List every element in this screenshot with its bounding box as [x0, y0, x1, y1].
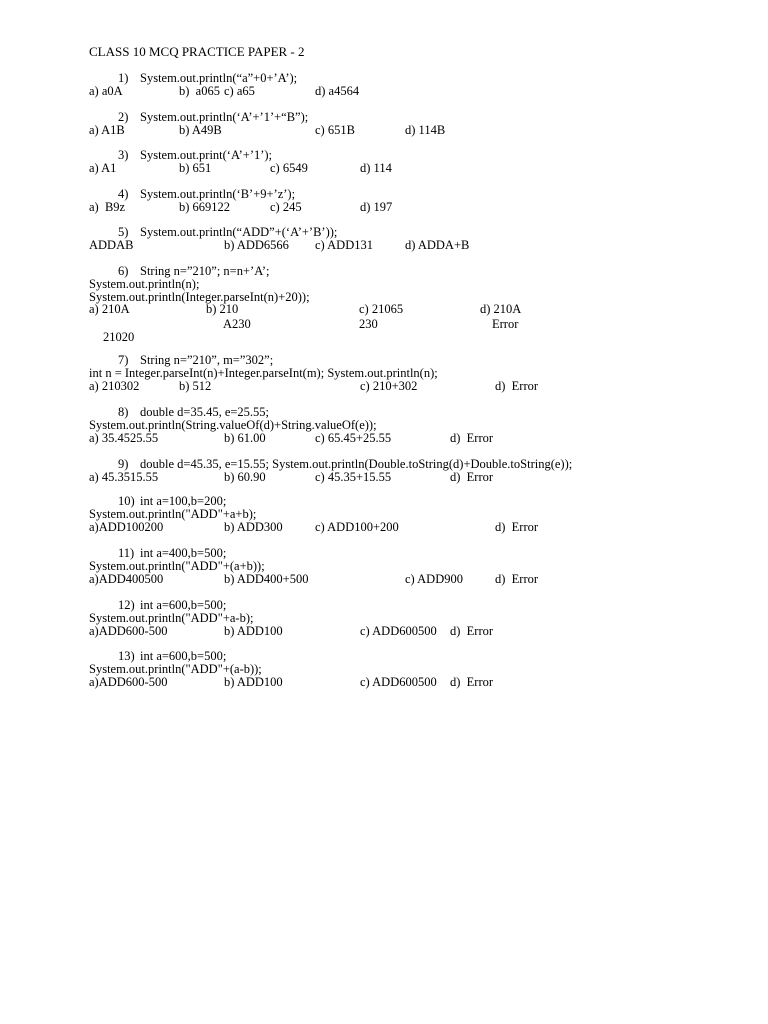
answer-option: d) 114B — [405, 122, 446, 137]
question-code-line: System.out.println("ADD"+a+b); — [89, 506, 257, 521]
answer-option: a) A1B — [89, 122, 125, 137]
question-number: 8) — [118, 405, 129, 419]
answer-option: d) Error — [450, 469, 494, 484]
answer-option: a) 210302 — [89, 378, 140, 393]
answer-option: d) ADDA+B — [405, 237, 470, 252]
answer-option: c) 45.35+15.55 — [315, 469, 392, 484]
question-code-line: int a=400,b=500; — [140, 546, 227, 560]
question-number: 9) — [118, 457, 129, 471]
question-number: 2) — [118, 110, 129, 124]
answer-option: d) Error — [495, 519, 539, 534]
answer-option: b) ADD100 — [224, 674, 283, 689]
question-code-line: int a=600,b=500; — [140, 598, 227, 612]
question-code-line: System.out.println(‘A’+’1’+“B”); — [140, 110, 309, 124]
question-code-line: System.out.println(“a”+0+’A’); — [140, 71, 298, 85]
answer-option-continuation: Error — [492, 317, 519, 332]
question-code-line: int a=600,b=500; — [140, 649, 227, 663]
answer-option: c) 245 — [270, 199, 302, 214]
answer-option: a)ADD600-500 — [89, 623, 168, 638]
question-code-line: System.out.println(Integer.parseInt(n)+20)); — [89, 289, 310, 304]
answer-option: a)ADD600-500 — [89, 674, 168, 689]
answer-option: c) ADD100+200 — [315, 519, 399, 534]
question-code-line: double d=45.35, e=15.55; System.out.println(Double.toString(d)+Double.toString(e)); — [140, 457, 573, 471]
answer-option: b) 210 — [206, 302, 239, 317]
page-title: CLASS 10 MCQ PRACTICE PAPER - 2 — [89, 44, 305, 59]
answer-option: b) 60.90 — [224, 469, 266, 484]
answer-option: c) 651B — [315, 122, 355, 137]
question-code-line: System.out.println("ADD"+(a+b)); — [89, 558, 265, 573]
question-number: 3) — [118, 148, 129, 162]
question-code-line: System.out.println(n); — [89, 276, 200, 291]
question-number: 11) — [118, 546, 135, 560]
answer-option: a) a0A — [89, 83, 123, 98]
question-code-line: String n=”210”, m=”302”; — [140, 353, 274, 367]
question-number: 7) — [118, 353, 129, 367]
answer-option: c) ADD900 — [405, 571, 463, 586]
answer-option: b) 669122 — [179, 199, 231, 214]
answer-option: a) 45.3515.55 — [89, 469, 159, 484]
answer-option: d) 197 — [360, 199, 393, 214]
answer-option: c) a65 — [224, 83, 255, 98]
answer-option: b) ADD400+500 — [224, 571, 309, 586]
answer-option: d) Error — [495, 378, 539, 393]
question-code-line: System.out.println(“ADD”+(‘A’+’B’)); — [140, 225, 338, 239]
question-code-line: int a=100,b=200; — [140, 494, 227, 508]
answer-option: c) ADD131 — [315, 237, 373, 252]
question-code-line: System.out.println(‘B’+9+’z’); — [140, 187, 296, 201]
answer-option: d) Error — [450, 623, 494, 638]
question-number: 6) — [118, 264, 129, 278]
answer-option: a) B9z — [89, 199, 126, 214]
answer-option: d) Error — [495, 571, 539, 586]
question-number: 5) — [118, 225, 129, 239]
answer-option: b) A49B — [179, 122, 222, 137]
answer-option-continuation: A230 — [223, 317, 251, 332]
question-number: 10) — [118, 494, 135, 508]
question-code-line: System.out.println("ADD"+(a-b)); — [89, 661, 262, 676]
question-code-line: System.out.println(String.valueOf(d)+String.valueOf(e)); — [89, 417, 377, 432]
question-code-line: int n = Integer.parseInt(n)+Integer.parseInt(m); System.out.println(n); — [89, 365, 438, 380]
answer-option: ADDAB — [89, 237, 134, 252]
answer-option: c) 210+302 — [360, 378, 418, 393]
answer-option: c) 65.45+25.55 — [315, 430, 392, 445]
answer-option: a) 210A — [89, 302, 130, 317]
answer-option: d) 114 — [360, 160, 392, 175]
question-code-line: System.out.print(‘A’+’1’); — [140, 148, 273, 162]
answer-option: b) a065 — [179, 83, 220, 98]
answer-option: d) 210A — [480, 302, 522, 317]
answer-option: d) a4564 — [315, 83, 360, 98]
question-code-line: String n=”210”; n=n+’A’; — [140, 264, 270, 278]
question-number: 12) — [118, 598, 135, 612]
answer-option: a)ADD400500 — [89, 571, 164, 586]
answer-option: b) 512 — [179, 378, 212, 393]
answer-option: c) ADD600500 — [360, 674, 437, 689]
answer-option: d) Error — [450, 430, 494, 445]
question-number: 4) — [118, 187, 129, 201]
answer-option: c) 6549 — [270, 160, 308, 175]
answer-option: b) ADD100 — [224, 623, 283, 638]
question-number: 1) — [118, 71, 129, 85]
answer-option: b) 651 — [179, 160, 212, 175]
answer-option: a) 35.4525.55 — [89, 430, 159, 445]
answer-option: c) ADD600500 — [360, 623, 437, 638]
answer-option: b) 61.00 — [224, 430, 266, 445]
question-code-line: double d=35.45, e=25.55; — [140, 405, 270, 419]
question-code-line: System.out.println("ADD"+a-b); — [89, 610, 254, 625]
answer-option: a) A1 — [89, 160, 117, 175]
answer-option: c) 21065 — [359, 302, 404, 317]
answer-option: a)ADD100200 — [89, 519, 164, 534]
answer-option: d) Error — [450, 674, 494, 689]
answer-option-continuation: 21020 — [103, 330, 135, 345]
question-number: 13) — [118, 649, 135, 663]
answer-option: b) ADD6566 — [224, 237, 289, 252]
answer-option: b) ADD300 — [224, 519, 283, 534]
answer-option-continuation: 230 — [359, 317, 378, 332]
